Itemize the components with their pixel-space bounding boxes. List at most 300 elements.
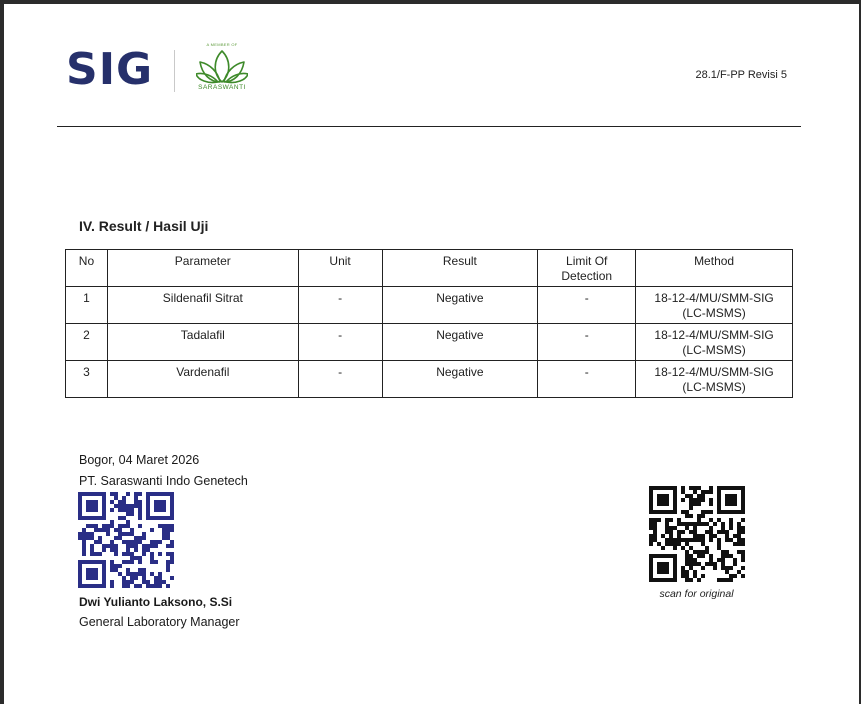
qr-module <box>661 534 665 538</box>
qr-module <box>673 490 677 494</box>
qr-module <box>158 576 162 580</box>
qr-module <box>725 534 729 538</box>
qr-module <box>701 538 705 542</box>
qr-module <box>697 494 701 498</box>
qr-module <box>669 530 673 534</box>
qr-module <box>729 522 733 526</box>
qr-module <box>162 528 166 532</box>
qr-module <box>661 566 665 570</box>
qr-module <box>158 500 162 504</box>
qr-module <box>86 536 90 540</box>
qr-module <box>98 536 102 540</box>
qr-module <box>82 528 86 532</box>
qr-module <box>78 572 82 576</box>
qr-module <box>134 544 138 548</box>
qr-module <box>134 548 138 552</box>
qr-module <box>717 578 721 582</box>
qr-module <box>170 512 174 516</box>
qr-module <box>705 562 709 566</box>
qr-module <box>86 584 90 588</box>
qr-module <box>649 566 653 570</box>
qr-module <box>649 538 653 542</box>
qr-module <box>685 562 689 566</box>
qr-module <box>741 530 745 534</box>
qr-module <box>721 510 725 514</box>
qr-module <box>126 552 130 556</box>
qr-module <box>98 516 102 520</box>
qr-module <box>126 508 130 512</box>
qr-module <box>138 492 142 496</box>
qr-module <box>649 526 653 530</box>
qr-module <box>146 516 150 520</box>
qr-module <box>158 508 162 512</box>
qr-module <box>106 524 110 528</box>
qr-module <box>130 560 134 564</box>
qr-module <box>162 516 166 520</box>
qr-module <box>713 534 717 538</box>
document-page <box>4 4 859 704</box>
qr-module <box>665 498 669 502</box>
cell-unit: - <box>298 324 382 361</box>
qr-module <box>150 528 154 532</box>
qr-module <box>166 568 170 572</box>
qr-module <box>90 568 94 572</box>
qr-module <box>697 522 701 526</box>
qr-module <box>697 550 701 554</box>
qr-module <box>150 572 154 576</box>
qr-module <box>725 486 729 490</box>
qr-module <box>134 500 138 504</box>
qr-module <box>138 524 142 528</box>
qr-module <box>661 494 665 498</box>
qr-module <box>170 524 174 528</box>
qr-module <box>649 506 653 510</box>
qr-module <box>150 556 154 560</box>
qr-module <box>154 580 158 584</box>
qr-module <box>709 562 713 566</box>
cell-result: Negative <box>382 324 538 361</box>
qr-module <box>102 524 106 528</box>
qr-module <box>78 500 82 504</box>
qr-module <box>681 498 685 502</box>
qr-module <box>130 532 134 536</box>
qr-module <box>721 486 725 490</box>
qr-module <box>697 502 701 506</box>
qr-module <box>158 516 162 520</box>
qr-module <box>138 572 142 576</box>
qr-module <box>693 498 697 502</box>
qr-module <box>138 516 142 520</box>
qr-module <box>154 540 158 544</box>
qr-module <box>685 578 689 582</box>
qr-module <box>110 540 114 544</box>
qr-module <box>102 492 106 496</box>
qr-module <box>733 502 737 506</box>
qr-module <box>166 516 170 520</box>
qr-module <box>673 538 677 542</box>
col-header-limit-of-detection <box>538 250 636 287</box>
qr-module <box>122 580 126 584</box>
qr-module <box>94 540 98 544</box>
qr-module <box>709 558 713 562</box>
qr-module <box>721 550 725 554</box>
qr-module <box>673 494 677 498</box>
qr-module <box>665 510 669 514</box>
qr-module <box>90 508 94 512</box>
qr-module <box>170 552 174 556</box>
qr-module <box>657 570 661 574</box>
qr-module <box>681 486 685 490</box>
qr-module <box>146 580 150 584</box>
qr-module <box>673 558 677 562</box>
qr-module <box>126 540 130 544</box>
qr-module <box>78 584 82 588</box>
qr-module <box>102 568 106 572</box>
qr-module <box>138 560 142 564</box>
qr-module <box>134 492 138 496</box>
signer-title: General Laboratory Manager <box>79 615 240 629</box>
qr-module <box>126 504 130 508</box>
qr-module <box>733 510 737 514</box>
qr-module <box>102 560 106 564</box>
qr-module <box>741 550 745 554</box>
qr-module <box>665 526 669 530</box>
qr-module <box>697 514 701 518</box>
qr-module <box>737 538 741 542</box>
qr-module <box>661 502 665 506</box>
qr-module <box>733 534 737 538</box>
qr-module <box>737 522 741 526</box>
qr-module <box>705 522 709 526</box>
qr-module <box>134 496 138 500</box>
header-divider <box>57 126 801 127</box>
qr-module <box>729 498 733 502</box>
qr-module <box>709 510 713 514</box>
qr-module <box>82 532 86 536</box>
qr-module <box>653 526 657 530</box>
qr-module <box>78 496 82 500</box>
qr-module <box>657 542 661 546</box>
qr-module <box>717 546 721 550</box>
qr-module <box>737 534 741 538</box>
qr-module <box>673 574 677 578</box>
qr-module <box>122 560 126 564</box>
qr-module <box>82 584 86 588</box>
col-header-result: Result <box>382 250 538 287</box>
qr-module <box>78 576 82 580</box>
qr-module <box>102 496 106 500</box>
qr-module <box>118 572 122 576</box>
member-of-label: A MEMBER OF <box>206 42 238 47</box>
qr-module <box>162 492 166 496</box>
qr-module <box>166 560 170 564</box>
qr-module <box>98 552 102 556</box>
qr-module <box>122 532 126 536</box>
qr-module <box>146 492 150 496</box>
qr-module <box>669 538 673 542</box>
qr-module <box>90 492 94 496</box>
qr-module <box>126 512 130 516</box>
qr-module <box>86 560 90 564</box>
qr-module <box>122 516 126 520</box>
qr-module <box>725 502 729 506</box>
qr-module <box>166 528 170 532</box>
qr-module <box>649 534 653 538</box>
qr-module <box>90 584 94 588</box>
qr-module <box>673 542 677 546</box>
qr-module <box>170 528 174 532</box>
qr-module <box>685 514 689 518</box>
qr-module <box>90 532 94 536</box>
qr-module <box>102 580 106 584</box>
qr-module <box>122 540 126 544</box>
qr-module <box>673 562 677 566</box>
qr-module <box>713 566 717 570</box>
qr-module <box>653 486 657 490</box>
company-name: PT. Saraswanti Indo Genetech <box>79 474 248 488</box>
qr-module <box>90 548 94 552</box>
cell-no: 1 <box>66 287 108 324</box>
qr-module <box>94 504 98 508</box>
qr-module <box>130 512 134 516</box>
qr-module <box>649 558 653 562</box>
qr-module <box>697 486 701 490</box>
qr-module <box>669 578 673 582</box>
qr-module <box>170 492 174 496</box>
qr-module <box>102 516 106 520</box>
qr-module <box>110 500 114 504</box>
qr-module <box>709 490 713 494</box>
qr-module <box>649 498 653 502</box>
qr-module <box>697 518 701 522</box>
qr-module <box>701 566 705 570</box>
method-technique: (LC-MSMS) <box>682 343 746 357</box>
qr-module <box>98 492 102 496</box>
qr-module <box>102 572 106 576</box>
col-header-method: Method <box>636 250 793 287</box>
method-technique: (LC-MSMS) <box>682 306 746 320</box>
qr-module <box>665 554 669 558</box>
qr-module <box>657 578 661 582</box>
method-code: 18-12-4/MU/SMM-SIG <box>654 328 774 342</box>
qr-module <box>166 584 170 588</box>
qr-module <box>733 494 737 498</box>
qr-module <box>649 574 653 578</box>
col-header-no: No <box>66 250 108 287</box>
qr-module <box>126 572 130 576</box>
qr-module <box>673 486 677 490</box>
qr-module <box>689 514 693 518</box>
qr-module <box>170 500 174 504</box>
qr-module <box>78 508 82 512</box>
qr-module <box>110 524 114 528</box>
qr-module <box>677 518 681 522</box>
qr-module <box>102 512 106 516</box>
qr-module <box>102 584 106 588</box>
qr-module <box>158 524 162 528</box>
qr-module <box>150 516 154 520</box>
qr-module <box>729 578 733 582</box>
qr-module <box>649 490 653 494</box>
qr-module <box>717 530 721 534</box>
qr-module <box>733 574 737 578</box>
qr-module <box>130 540 134 544</box>
method-technique: (LC-MSMS) <box>682 380 746 394</box>
qr-module <box>669 542 673 546</box>
qr-module <box>709 530 713 534</box>
qr-module <box>86 504 90 508</box>
qr-module <box>114 504 118 508</box>
qr-module <box>146 584 150 588</box>
qr-module <box>118 500 122 504</box>
qr-module <box>110 492 114 496</box>
qr-module <box>741 510 745 514</box>
qr-module <box>114 528 118 532</box>
qr-module <box>661 486 665 490</box>
qr-module <box>118 536 122 540</box>
qr-module <box>166 544 170 548</box>
qr-module <box>154 516 158 520</box>
qr-module <box>685 542 689 546</box>
qr-module <box>649 502 653 506</box>
qr-module <box>721 578 725 582</box>
qr-module <box>729 502 733 506</box>
qr-module <box>701 498 705 502</box>
qr-module <box>150 544 154 548</box>
cell-no: 3 <box>66 361 108 398</box>
qr-module <box>693 530 697 534</box>
qr-module <box>693 558 697 562</box>
qr-module <box>170 544 174 548</box>
qr-module <box>146 508 150 512</box>
qr-module <box>126 580 130 584</box>
qr-module <box>689 566 693 570</box>
qr-module <box>110 568 114 572</box>
qr-module <box>86 568 90 572</box>
qr-module <box>86 516 90 520</box>
qr-module <box>126 568 130 572</box>
qr-module <box>681 574 685 578</box>
cell-parameter: Sildenafil Sitrat <box>107 287 298 324</box>
qr-module <box>669 510 673 514</box>
qr-module <box>713 522 717 526</box>
method-code: 18-12-4/MU/SMM-SIG <box>654 291 774 305</box>
col-header-parameter: Parameter <box>107 250 298 287</box>
qr-module <box>697 538 701 542</box>
qr-module <box>665 486 669 490</box>
cell-no: 2 <box>66 324 108 361</box>
qr-module <box>126 520 130 524</box>
qr-module <box>94 572 98 576</box>
qr-module <box>134 584 138 588</box>
qr-module <box>102 548 106 552</box>
qr-module <box>166 536 170 540</box>
cell-lod: - <box>538 324 636 361</box>
qr-module <box>717 542 721 546</box>
qr-module <box>689 522 693 526</box>
qr-module <box>90 524 94 528</box>
qr-module <box>653 522 657 526</box>
qr-module <box>729 526 733 530</box>
qr-module <box>709 554 713 558</box>
cell-result: Negative <box>382 361 538 398</box>
qr-module <box>729 494 733 498</box>
qr-module <box>90 552 94 556</box>
qr-module <box>693 534 697 538</box>
qr-module <box>138 512 142 516</box>
qr-module <box>733 486 737 490</box>
qr-module <box>162 536 166 540</box>
qr-module <box>665 570 669 574</box>
qr-module <box>709 498 713 502</box>
qr-module <box>142 576 146 580</box>
qr-module <box>673 502 677 506</box>
qr-module <box>717 490 721 494</box>
qr-module <box>114 536 118 540</box>
qr-module <box>653 538 657 542</box>
qr-module <box>98 560 102 564</box>
qr-module <box>170 504 174 508</box>
cell-method <box>636 324 793 361</box>
qr-module <box>741 494 745 498</box>
original-verification-qr-code-icon[interactable] <box>649 486 745 582</box>
qr-module <box>126 524 130 528</box>
cell-method <box>636 361 793 398</box>
qr-module <box>741 486 745 490</box>
qr-module <box>721 530 725 534</box>
qr-module <box>693 490 697 494</box>
qr-module <box>693 502 697 506</box>
qr-module <box>150 492 154 496</box>
qr-module <box>130 504 134 508</box>
qr-module <box>118 532 122 536</box>
qr-module <box>725 550 729 554</box>
qr-module <box>669 534 673 538</box>
qr-module <box>689 558 693 562</box>
qr-module <box>681 566 685 570</box>
leaf-emblem-icon <box>196 48 248 84</box>
qr-module <box>82 492 86 496</box>
qr-module <box>114 548 118 552</box>
section-title: IV. Result / Hasil Uji <box>79 218 209 234</box>
qr-module <box>725 566 729 570</box>
cell-parameter: Tadalafil <box>107 324 298 361</box>
qr-module <box>717 506 721 510</box>
cell-result: Negative <box>382 287 538 324</box>
qr-module <box>741 574 745 578</box>
qr-module <box>122 584 126 588</box>
qr-module <box>689 578 693 582</box>
qr-module <box>685 550 689 554</box>
qr-module <box>701 494 705 498</box>
qr-module <box>657 562 661 566</box>
qr-module <box>709 486 713 490</box>
qr-module <box>741 498 745 502</box>
qr-module <box>94 508 98 512</box>
qr-module <box>82 544 86 548</box>
qr-module <box>110 560 114 564</box>
logo-divider <box>174 50 175 92</box>
qr-module <box>94 528 98 532</box>
qr-module <box>134 536 138 540</box>
qr-module <box>126 492 130 496</box>
qr-module <box>709 534 713 538</box>
qr-module <box>102 504 106 508</box>
qr-module <box>741 526 745 530</box>
qr-module <box>665 522 669 526</box>
cell-lod: - <box>538 361 636 398</box>
qr-module <box>677 542 681 546</box>
